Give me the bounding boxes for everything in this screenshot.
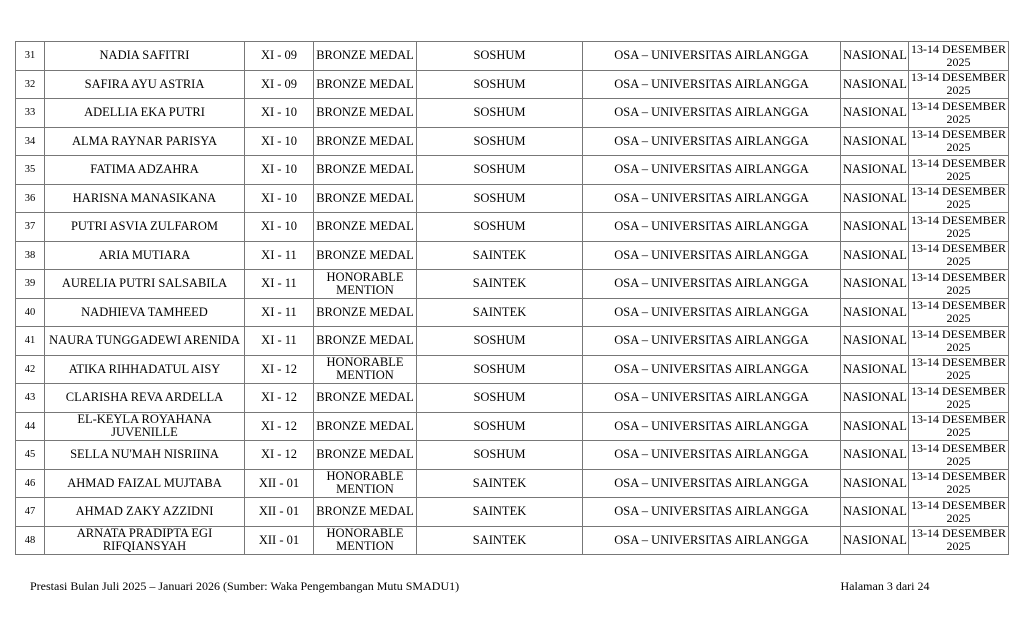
cell-number: 37 xyxy=(16,213,45,242)
cell-name: AURELIA PUTRI SALSABILA xyxy=(45,270,245,299)
cell-number: 47 xyxy=(16,498,45,527)
cell-date: 13-14 DESEMBER 2025 xyxy=(909,355,1009,384)
cell-date: 13-14 DESEMBER 2025 xyxy=(909,127,1009,156)
cell-event: OSA – UNIVERSITAS AIRLANGGA xyxy=(583,412,841,441)
cell-class: XI - 12 xyxy=(245,355,314,384)
cell-level: NASIONAL xyxy=(841,241,909,270)
cell-event: OSA – UNIVERSITAS AIRLANGGA xyxy=(583,526,841,555)
cell-number: 33 xyxy=(16,99,45,128)
cell-medal: BRONZE MEDAL xyxy=(314,412,417,441)
cell-name: NADHIEVA TAMHEED xyxy=(45,298,245,327)
cell-level: NASIONAL xyxy=(841,213,909,242)
cell-number: 41 xyxy=(16,327,45,356)
cell-level: NASIONAL xyxy=(841,498,909,527)
cell-class: XI - 12 xyxy=(245,384,314,413)
cell-medal: BRONZE MEDAL xyxy=(314,184,417,213)
table-row xyxy=(16,184,1009,213)
achievements-table xyxy=(15,41,1009,555)
footer-source-note: Prestasi Bulan Juli 2025 – Januari 2026 (Sumber: Waka Pengembangan Mutu SMADU1) xyxy=(30,579,460,593)
cell-date: 13-14 DESEMBER 2025 xyxy=(909,498,1009,527)
cell-number: 38 xyxy=(16,241,45,270)
cell-class: XI - 09 xyxy=(245,70,314,99)
cell-event: OSA – UNIVERSITAS AIRLANGGA xyxy=(583,270,841,299)
table-row xyxy=(16,327,1009,356)
cell-class: XI - 11 xyxy=(245,298,314,327)
cell-name: ATIKA RIHHADATUL AISY xyxy=(45,355,245,384)
cell-date: 13-14 DESEMBER 2025 xyxy=(909,469,1009,498)
cell-medal: BRONZE MEDAL xyxy=(314,156,417,185)
cell-field: SOSHUM xyxy=(417,441,583,470)
cell-number: 32 xyxy=(16,70,45,99)
cell-number: 35 xyxy=(16,156,45,185)
table-row xyxy=(16,241,1009,270)
cell-field: SAINTEK xyxy=(417,498,583,527)
cell-field: SOSHUM xyxy=(417,42,583,71)
cell-number: 36 xyxy=(16,184,45,213)
cell-level: NASIONAL xyxy=(841,99,909,128)
cell-date: 13-14 DESEMBER 2025 xyxy=(909,156,1009,185)
table-row xyxy=(16,42,1009,71)
cell-level: NASIONAL xyxy=(841,127,909,156)
cell-event: OSA – UNIVERSITAS AIRLANGGA xyxy=(583,42,841,71)
cell-level: NASIONAL xyxy=(841,327,909,356)
cell-number: 40 xyxy=(16,298,45,327)
cell-medal: BRONZE MEDAL xyxy=(314,384,417,413)
cell-medal: HONORABLE MENTION xyxy=(314,270,417,299)
cell-field: SAINTEK xyxy=(417,526,583,555)
table-row xyxy=(16,156,1009,185)
cell-event: OSA – UNIVERSITAS AIRLANGGA xyxy=(583,184,841,213)
table-body xyxy=(16,42,1009,555)
table-row xyxy=(16,99,1009,128)
cell-number: 39 xyxy=(16,270,45,299)
cell-name: ADELLIA EKA PUTRI xyxy=(45,99,245,128)
cell-class: XI - 09 xyxy=(245,42,314,71)
cell-event: OSA – UNIVERSITAS AIRLANGGA xyxy=(583,241,841,270)
cell-name: ARNATA PRADIPTA EGI RIFQIANSYAH xyxy=(45,526,245,555)
cell-level: NASIONAL xyxy=(841,355,909,384)
cell-class: XI - 11 xyxy=(245,241,314,270)
cell-field: SOSHUM xyxy=(417,327,583,356)
cell-number: 45 xyxy=(16,441,45,470)
cell-field: SOSHUM xyxy=(417,99,583,128)
cell-event: OSA – UNIVERSITAS AIRLANGGA xyxy=(583,99,841,128)
cell-number: 44 xyxy=(16,412,45,441)
cell-name: ARIA MUTIARA xyxy=(45,241,245,270)
cell-number: 42 xyxy=(16,355,45,384)
cell-event: OSA – UNIVERSITAS AIRLANGGA xyxy=(583,355,841,384)
cell-date: 13-14 DESEMBER 2025 xyxy=(909,412,1009,441)
table-row xyxy=(16,412,1009,441)
cell-event: OSA – UNIVERSITAS AIRLANGGA xyxy=(583,498,841,527)
cell-number: 48 xyxy=(16,526,45,555)
cell-medal: BRONZE MEDAL xyxy=(314,441,417,470)
cell-medal: BRONZE MEDAL xyxy=(314,70,417,99)
cell-name: AHMAD ZAKY AZZIDNI xyxy=(45,498,245,527)
table-row xyxy=(16,384,1009,413)
cell-level: NASIONAL xyxy=(841,469,909,498)
cell-date: 13-14 DESEMBER 2025 xyxy=(909,526,1009,555)
cell-name: EL-KEYLA ROYAHANA JUVENILLE xyxy=(45,412,245,441)
cell-number: 31 xyxy=(16,42,45,71)
cell-field: SOSHUM xyxy=(417,412,583,441)
table-row xyxy=(16,70,1009,99)
cell-date: 13-14 DESEMBER 2025 xyxy=(909,327,1009,356)
cell-name: ALMA RAYNAR PARISYA xyxy=(45,127,245,156)
cell-class: XI - 10 xyxy=(245,156,314,185)
cell-date: 13-14 DESEMBER 2025 xyxy=(909,213,1009,242)
cell-field: SOSHUM xyxy=(417,156,583,185)
cell-medal: BRONZE MEDAL xyxy=(314,99,417,128)
cell-medal: BRONZE MEDAL xyxy=(314,498,417,527)
cell-class: XII - 01 xyxy=(245,498,314,527)
cell-field: SOSHUM xyxy=(417,355,583,384)
cell-field: SOSHUM xyxy=(417,213,583,242)
cell-field: SOSHUM xyxy=(417,384,583,413)
cell-name: PUTRI ASVIA ZULFAROM xyxy=(45,213,245,242)
cell-date: 13-14 DESEMBER 2025 xyxy=(909,241,1009,270)
cell-number: 43 xyxy=(16,384,45,413)
cell-field: SOSHUM xyxy=(417,70,583,99)
cell-date: 13-14 DESEMBER 2025 xyxy=(909,270,1009,299)
cell-field: SOSHUM xyxy=(417,127,583,156)
cell-event: OSA – UNIVERSITAS AIRLANGGA xyxy=(583,441,841,470)
cell-medal: BRONZE MEDAL xyxy=(314,241,417,270)
cell-level: NASIONAL xyxy=(841,184,909,213)
cell-class: XI - 10 xyxy=(245,184,314,213)
cell-field: SOSHUM xyxy=(417,184,583,213)
table-row xyxy=(16,498,1009,527)
cell-date: 13-14 DESEMBER 2025 xyxy=(909,441,1009,470)
table-row xyxy=(16,441,1009,470)
cell-medal: HONORABLE MENTION xyxy=(314,526,417,555)
cell-number: 34 xyxy=(16,127,45,156)
page-number: Halaman 3 dari 24 xyxy=(840,579,930,593)
cell-class: XI - 10 xyxy=(245,213,314,242)
cell-level: NASIONAL xyxy=(841,70,909,99)
cell-name: SELLA NU'MAH NISRIINA xyxy=(45,441,245,470)
cell-event: OSA – UNIVERSITAS AIRLANGGA xyxy=(583,70,841,99)
cell-name: NADIA SAFITRI xyxy=(45,42,245,71)
cell-class: XI - 11 xyxy=(245,327,314,356)
cell-field: SAINTEK xyxy=(417,469,583,498)
cell-level: NASIONAL xyxy=(841,384,909,413)
cell-medal: BRONZE MEDAL xyxy=(314,42,417,71)
table-row xyxy=(16,526,1009,555)
cell-class: XII - 01 xyxy=(245,526,314,555)
cell-name: SAFIRA AYU ASTRIA xyxy=(45,70,245,99)
cell-level: NASIONAL xyxy=(841,441,909,470)
cell-class: XI - 10 xyxy=(245,99,314,128)
cell-date: 13-14 DESEMBER 2025 xyxy=(909,42,1009,71)
cell-event: OSA – UNIVERSITAS AIRLANGGA xyxy=(583,384,841,413)
cell-level: NASIONAL xyxy=(841,298,909,327)
cell-level: NASIONAL xyxy=(841,156,909,185)
cell-level: NASIONAL xyxy=(841,412,909,441)
cell-event: OSA – UNIVERSITAS AIRLANGGA xyxy=(583,298,841,327)
cell-medal: BRONZE MEDAL xyxy=(314,213,417,242)
cell-name: FATIMA ADZAHRA xyxy=(45,156,245,185)
cell-number: 46 xyxy=(16,469,45,498)
cell-date: 13-14 DESEMBER 2025 xyxy=(909,99,1009,128)
cell-medal: BRONZE MEDAL xyxy=(314,298,417,327)
cell-event: OSA – UNIVERSITAS AIRLANGGA xyxy=(583,156,841,185)
cell-event: OSA – UNIVERSITAS AIRLANGGA xyxy=(583,127,841,156)
cell-date: 13-14 DESEMBER 2025 xyxy=(909,184,1009,213)
cell-class: XI - 12 xyxy=(245,412,314,441)
cell-medal: BRONZE MEDAL xyxy=(314,127,417,156)
cell-event: OSA – UNIVERSITAS AIRLANGGA xyxy=(583,469,841,498)
cell-class: XI - 12 xyxy=(245,441,314,470)
cell-name: NAURA TUNGGADEWI ARENIDA xyxy=(45,327,245,356)
cell-medal: HONORABLE MENTION xyxy=(314,469,417,498)
cell-level: NASIONAL xyxy=(841,526,909,555)
table-row xyxy=(16,298,1009,327)
cell-date: 13-14 DESEMBER 2025 xyxy=(909,384,1009,413)
cell-class: XII - 01 xyxy=(245,469,314,498)
cell-class: XI - 11 xyxy=(245,270,314,299)
cell-level: NASIONAL xyxy=(841,42,909,71)
cell-medal: HONORABLE MENTION xyxy=(314,355,417,384)
cell-name: AHMAD FAIZAL MUJTABA xyxy=(45,469,245,498)
table-row xyxy=(16,469,1009,498)
cell-name: HARISNA MANASIKANA xyxy=(45,184,245,213)
table-row xyxy=(16,127,1009,156)
cell-level: NASIONAL xyxy=(841,270,909,299)
cell-field: SAINTEK xyxy=(417,298,583,327)
cell-date: 13-14 DESEMBER 2025 xyxy=(909,298,1009,327)
cell-field: SAINTEK xyxy=(417,270,583,299)
cell-event: OSA – UNIVERSITAS AIRLANGGA xyxy=(583,327,841,356)
table-row xyxy=(16,213,1009,242)
cell-field: SAINTEK xyxy=(417,241,583,270)
cell-medal: BRONZE MEDAL xyxy=(314,327,417,356)
cell-event: OSA – UNIVERSITAS AIRLANGGA xyxy=(583,213,841,242)
cell-class: XI - 10 xyxy=(245,127,314,156)
cell-date: 13-14 DESEMBER 2025 xyxy=(909,70,1009,99)
table-row xyxy=(16,355,1009,384)
cell-name: CLARISHA REVA ARDELLA xyxy=(45,384,245,413)
table-row xyxy=(16,270,1009,299)
